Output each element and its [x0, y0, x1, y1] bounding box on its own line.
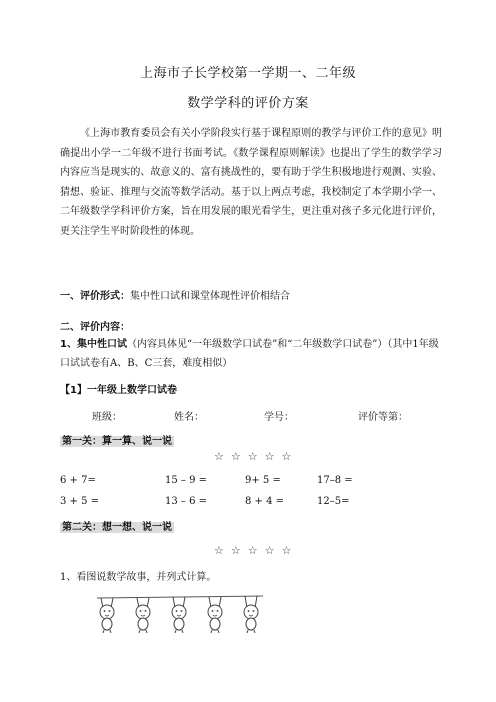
class-label: 班级：	[92, 412, 122, 423]
problem: 8 + 4 =	[245, 496, 285, 507]
task-1-text: 1、看图说数学故事，并列式计算。	[60, 572, 217, 583]
level-2-star-rating: ☆☆☆☆☆	[214, 544, 299, 557]
document-title: 上海市子长学校第一学期一、二年级	[139, 66, 356, 81]
intro-paragraph: 《上海市教育委员会有关小学阶段实行基于课程原则的教学与评价工作的意见》明确提出小学一二年级不进行书面考试。《数学课程原则解读》也提出了学生的数学学习内容应当是现实的、故意义的、富有挑战性的，要有助于学生积极地进行观测、实验、猜想、验证、推理与交流等数学活动。基于以上两点考虑，我校制定了本学期小学一、二年级数学学科评价方案，旨在用发展的眼光看学生，更注重对孩子多元化进行评价，更关注学生平时阶段性的体现。	[60, 128, 442, 237]
monkeys-illustration	[95, 592, 265, 634]
problem: 3 + 5 =	[60, 496, 100, 507]
level-1-title: 第一关：算一算、说一说	[62, 436, 172, 447]
problem: 9+ 5 =	[245, 475, 281, 486]
document-subtitle: 数学学科的评价方案	[187, 96, 309, 111]
section-2-heading: 二、评价内容：	[60, 322, 130, 333]
problem: 15 – 9 =	[165, 475, 208, 486]
item-1-paragraph	[60, 335, 442, 373]
problem: 12–5=	[317, 496, 350, 507]
item-1-label: 1、集中性口试	[60, 339, 127, 350]
student-id-label: 学号：	[264, 412, 294, 423]
monkey-icon	[172, 597, 186, 633]
section-1-label: 一、评价形式：	[60, 291, 130, 302]
monkey-icon	[244, 596, 258, 633]
section-1-text: 集中性口试和课堂体现性评价相结合	[130, 291, 290, 302]
problem: 6 + 7=	[60, 475, 96, 486]
paper-title: 【1】一年级上数学口试卷	[60, 385, 177, 396]
section-1-heading	[60, 287, 290, 302]
problem: 13 – 6 =	[165, 496, 208, 507]
level-1-star-rating: ☆☆☆☆☆	[214, 450, 299, 463]
monkey-icon	[136, 598, 150, 633]
monkey-icon	[208, 597, 222, 633]
grade-label: 评价等第：	[358, 412, 408, 423]
item-1-text: （内容具体见“一年级数学口试卷”和“二年级数学口试卷”）（其中1年级口试试卷有A、B、C三套，难度相似）	[60, 339, 439, 369]
problem: 17–8 =	[317, 475, 353, 486]
monkey-icon	[100, 598, 114, 633]
level-2-title: 第二关：想一想、说一说	[62, 522, 172, 533]
name-label: 姓名：	[174, 412, 204, 423]
